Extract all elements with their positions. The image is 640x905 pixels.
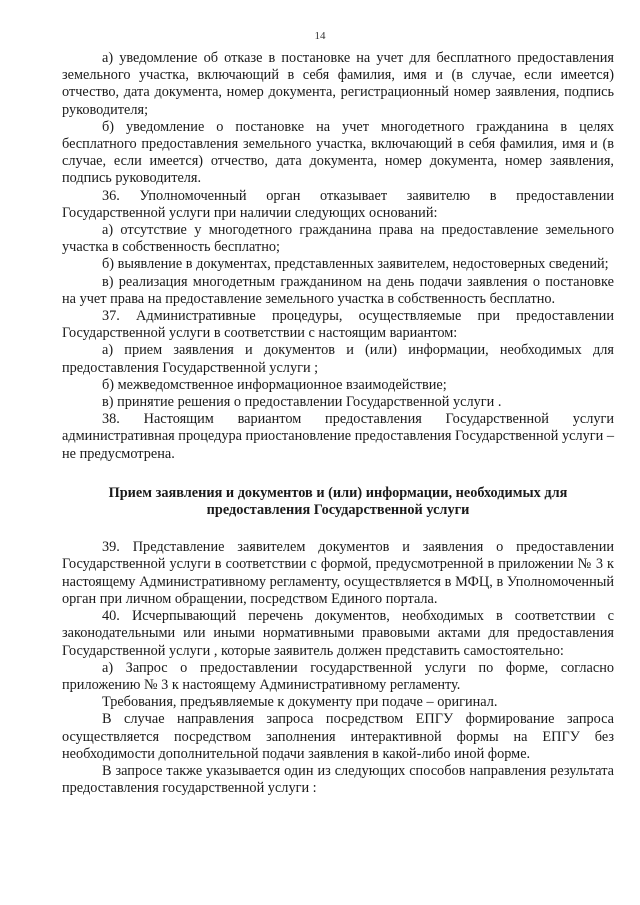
paragraph-39: 39. Представление заявителем документов и заявления о предоставлении Государственной услуги в соответствии с формой, предусмотренной в приложении № 3 к настоящему Административному регламенту, осуществляется в МФЦ, в Уполномоченный орган при личном обращении, посредством Единого портала.	[62, 539, 614, 607]
list-item-40-a: а) Запрос о предоставлении государственной услуги по форме, согласно приложению № 3 к настоящему Административному регламенту.	[62, 659, 614, 693]
paragraph-40: 40. Исчерпывающий перечень документов, необходимых в соответствии с законодательными или иными нормативными правовыми актами для предоставления Государственной услуги , которые заявитель должен представить самостоятельно:	[62, 608, 614, 659]
document-body	[62, 50, 614, 797]
list-item-36-c: в) реализация многодетным гражданином на день подачи заявления о постановке на учет права на предоставление земельного участка в собственность бесплатно.	[62, 273, 614, 307]
paragraph-result-method: В запросе также указывается один из следующих способов направления результата предоставления государственной услуги :	[62, 762, 614, 797]
list-item-36-a: а) отсутствие у многодетного гражданина права на предоставление земельного участка в собственность бесплатно;	[62, 222, 614, 256]
paragraph-37: 37. Административные процедуры, осуществляемые при предоставлении Государственной услуги в соответствии с настоящим вариантом:	[62, 308, 614, 342]
paragraph-notice-refusal: а) уведомление об отказе в постановке на учет для бесплатного предоставления земельного участка, включающий в себя фамилия, имя и (в случае, если имеется) отчество, дата документа, номер документа, регистрационный номер заявления, подпись руководителя;	[62, 50, 614, 118]
paragraph-requirements: Требования, предъявляемые к документу при подаче – оригинал.	[102, 694, 498, 711]
list-item-37-c: в) принятие решения о предоставлении Государственной услуги .	[102, 394, 502, 411]
paragraph-epgu-request: В случае направления запроса посредством ЕПГУ формирование запроса осуществляется посредством заполнения интерактивной формы на ЕПГУ без необходимости дополнительной подачи заявления в какой-либо иной форме.	[62, 711, 614, 762]
list-item-36-b: б) выявление в документах, представленных заявителем, недостоверных сведений;	[102, 256, 609, 273]
list-item-37-a: а) прием заявления и документов и (или) информации, необходимых для предоставления Государственной услуги ;	[62, 342, 614, 376]
paragraph-36: 36. Уполномоченный орган отказывает заявителю в предоставлении Государственной услуги при наличии следующих оснований:	[62, 187, 614, 221]
list-item-37-b: б) межведомственное информационное взаимодействие;	[102, 376, 447, 393]
section-heading: Прием заявления и документов и (или) информации, необходимых для предоставления Государственной услуги	[108, 484, 568, 519]
page-number: 14	[314, 30, 326, 42]
paragraph-38: 38. Настоящим вариантом предоставления Государственной услуги административная процедура приостановление предоставления Государственной услуги – не предусмотрена.	[62, 411, 615, 462]
paragraph-notice-registration: б) уведомление о постановке на учет многодетного гражданина в целях бесплатного предоставления земельного участка, включающий в себя фамилия, имя и (в случае, если имеется) отчество, дата документа, номер документа, номер заявления, подпись руководителя.	[62, 118, 614, 187]
